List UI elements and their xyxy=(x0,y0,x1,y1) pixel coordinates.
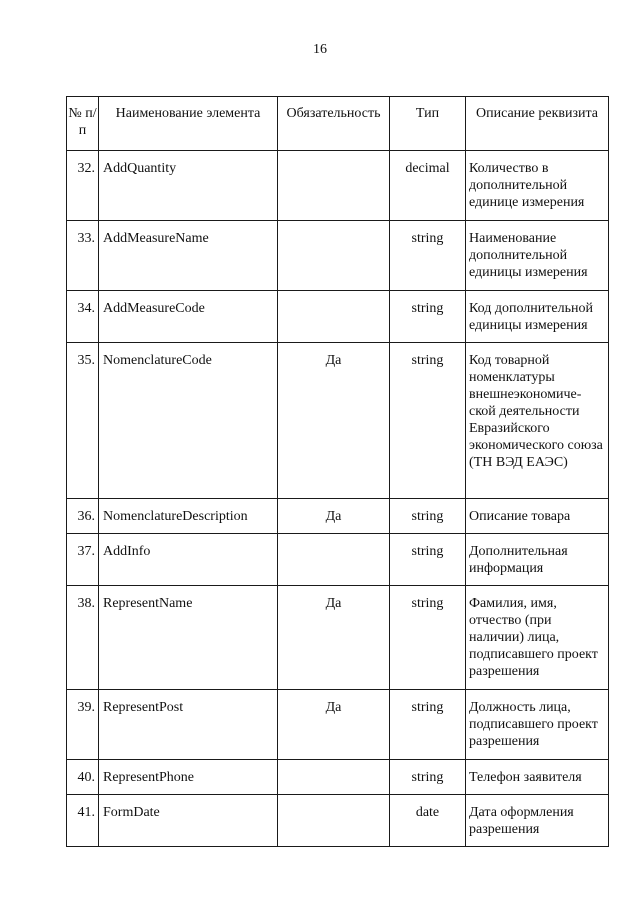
row-description: Телефон заявителя xyxy=(466,760,609,795)
row-num: 36. xyxy=(67,499,99,534)
header-description: Описание реквизита xyxy=(466,97,609,151)
page-number: 16 xyxy=(313,42,327,57)
row-description: Наименование дополнительной единицы измерения xyxy=(466,221,609,291)
row-description: Количество в дополнительной единице измерения xyxy=(466,151,609,221)
row-type: string xyxy=(390,534,466,586)
row-description: Код дополнительной единицы измерения xyxy=(466,291,609,343)
row-required xyxy=(278,291,390,343)
table-row xyxy=(67,221,609,291)
row-type: string xyxy=(390,291,466,343)
row-num: 35. xyxy=(67,343,99,499)
row-description: Фамилия, имя, отчество (при наличии) лица, подписавшего проект разрешения xyxy=(466,586,609,690)
header-type: Тип xyxy=(390,97,466,151)
row-element-name: AddQuantity xyxy=(99,151,278,221)
row-element-name: NomenclatureDescription xyxy=(99,499,278,534)
table-row xyxy=(67,343,609,499)
row-type: string xyxy=(390,499,466,534)
row-type: date xyxy=(390,795,466,847)
table-row xyxy=(67,760,609,795)
table-header-row xyxy=(67,97,609,151)
row-description: Дата оформления разрешения xyxy=(466,795,609,847)
row-description: Дополнительная информация xyxy=(466,534,609,586)
row-num: 40. xyxy=(67,760,99,795)
row-type: string xyxy=(390,690,466,760)
row-description: Код товарной номенклатуры внешнеэкономиче-ской деятельности Евразийского экономического союза (ТН ВЭД ЕАЭС) xyxy=(466,343,609,499)
row-element-name: AddInfo xyxy=(99,534,278,586)
row-num: 37. xyxy=(67,534,99,586)
row-required xyxy=(278,151,390,221)
table-row xyxy=(67,151,609,221)
row-element-name: AddMeasureCode xyxy=(99,291,278,343)
row-num: 38. xyxy=(67,586,99,690)
header-required: Обязательность xyxy=(278,97,390,151)
row-description: Должность лица, подписавшего проект разрешения xyxy=(466,690,609,760)
row-element-name: FormDate xyxy=(99,795,278,847)
row-required: Да xyxy=(278,690,390,760)
row-element-name: AddMeasureName xyxy=(99,221,278,291)
table-row xyxy=(67,586,609,690)
row-element-name: RepresentPost xyxy=(99,690,278,760)
row-required xyxy=(278,221,390,291)
row-required: Да xyxy=(278,499,390,534)
table-row xyxy=(67,795,609,847)
row-required xyxy=(278,795,390,847)
row-type: string xyxy=(390,343,466,499)
table-row xyxy=(67,534,609,586)
header-num: № п/п xyxy=(67,97,99,151)
row-num: 41. xyxy=(67,795,99,847)
row-element-name: RepresentPhone xyxy=(99,760,278,795)
row-element-name: RepresentName xyxy=(99,586,278,690)
row-type: string xyxy=(390,586,466,690)
requisites-table xyxy=(66,96,609,847)
row-type: string xyxy=(390,760,466,795)
row-type: string xyxy=(390,221,466,291)
row-type: decimal xyxy=(390,151,466,221)
table-row xyxy=(67,690,609,760)
row-num: 34. xyxy=(67,291,99,343)
table-row xyxy=(67,499,609,534)
table-row xyxy=(67,291,609,343)
row-required xyxy=(278,760,390,795)
row-num: 33. xyxy=(67,221,99,291)
row-required xyxy=(278,534,390,586)
row-required: Да xyxy=(278,586,390,690)
row-element-name: NomenclatureCode xyxy=(99,343,278,499)
row-description: Описание товара xyxy=(466,499,609,534)
row-num: 39. xyxy=(67,690,99,760)
row-required: Да xyxy=(278,343,390,499)
row-num: 32. xyxy=(67,151,99,221)
header-element-name: Наименование элемента xyxy=(99,97,278,151)
